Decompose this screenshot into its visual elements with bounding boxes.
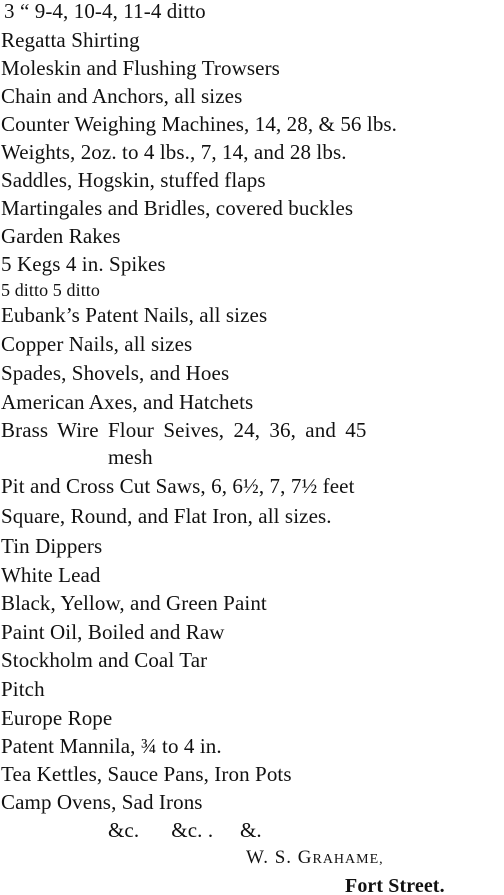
item-line: Martingales and Bridles, covered buckles (1, 196, 354, 220)
item-line: Eubank’s Patent Nails, all sizes (1, 303, 268, 327)
et-cetera-line: &c. &c. . &. (108, 818, 262, 842)
item-line: Square, Round, and Flat Iron, all sizes. (1, 504, 332, 528)
item-line: 5 ditto 5 ditto (1, 280, 101, 300)
item-line-continuation: mesh (108, 445, 153, 469)
item-line: Black, Yellow, and Green Paint (1, 591, 267, 615)
item-line: Spades, Shovels, and Hoes (1, 361, 230, 385)
item-line: Copper Nails, all sizes (1, 332, 193, 356)
item-line: Chain and Anchors, all sizes (1, 84, 243, 108)
item-line: Brass Wire Flour Seives, 24, 36, and 45 (1, 418, 367, 442)
item-line: 5 Kegs 4 in. Spikes (1, 252, 166, 276)
item-line: Stockholm and Coal Tar (1, 648, 208, 672)
signature-initials: W. S. G (246, 847, 313, 868)
signature-surname: RAHAME, (312, 852, 384, 867)
item-line: Europe Rope (1, 706, 113, 730)
item-line: Tin Dippers (1, 534, 103, 558)
item-line: Regatta Shirting (1, 28, 140, 52)
signature-address: Fort Street. (345, 875, 445, 895)
item-line: Weights, 2oz. to 4 lbs., 7, 14, and 28 lbs. (1, 140, 347, 164)
item-line: Camp Ovens, Sad Irons (1, 790, 203, 814)
item-line: White Lead (1, 563, 101, 587)
item-line: Counter Weighing Machines, 14, 28, & 56 lbs. (1, 112, 398, 136)
signature-name (246, 844, 384, 872)
item-line: 3 “ 9-4, 10-4, 11-4 ditto (4, 0, 206, 23)
item-line: Moleskin and Flushing Trowsers (1, 56, 280, 80)
item-line: Garden Rakes (1, 224, 121, 248)
item-line: Tea Kettles, Sauce Pans, Iron Pots (1, 762, 292, 786)
item-line: Pit and Cross Cut Saws, 6, 6½, 7, 7½ feet (1, 474, 355, 498)
item-line: Patent Mannila, ¾ to 4 in. (1, 734, 222, 758)
item-line: Paint Oil, Boiled and Raw (1, 620, 225, 644)
item-line: Saddles, Hogskin, stuffed flaps (1, 168, 266, 192)
item-line: Pitch (1, 677, 45, 701)
item-line: American Axes, and Hatchets (1, 390, 254, 414)
